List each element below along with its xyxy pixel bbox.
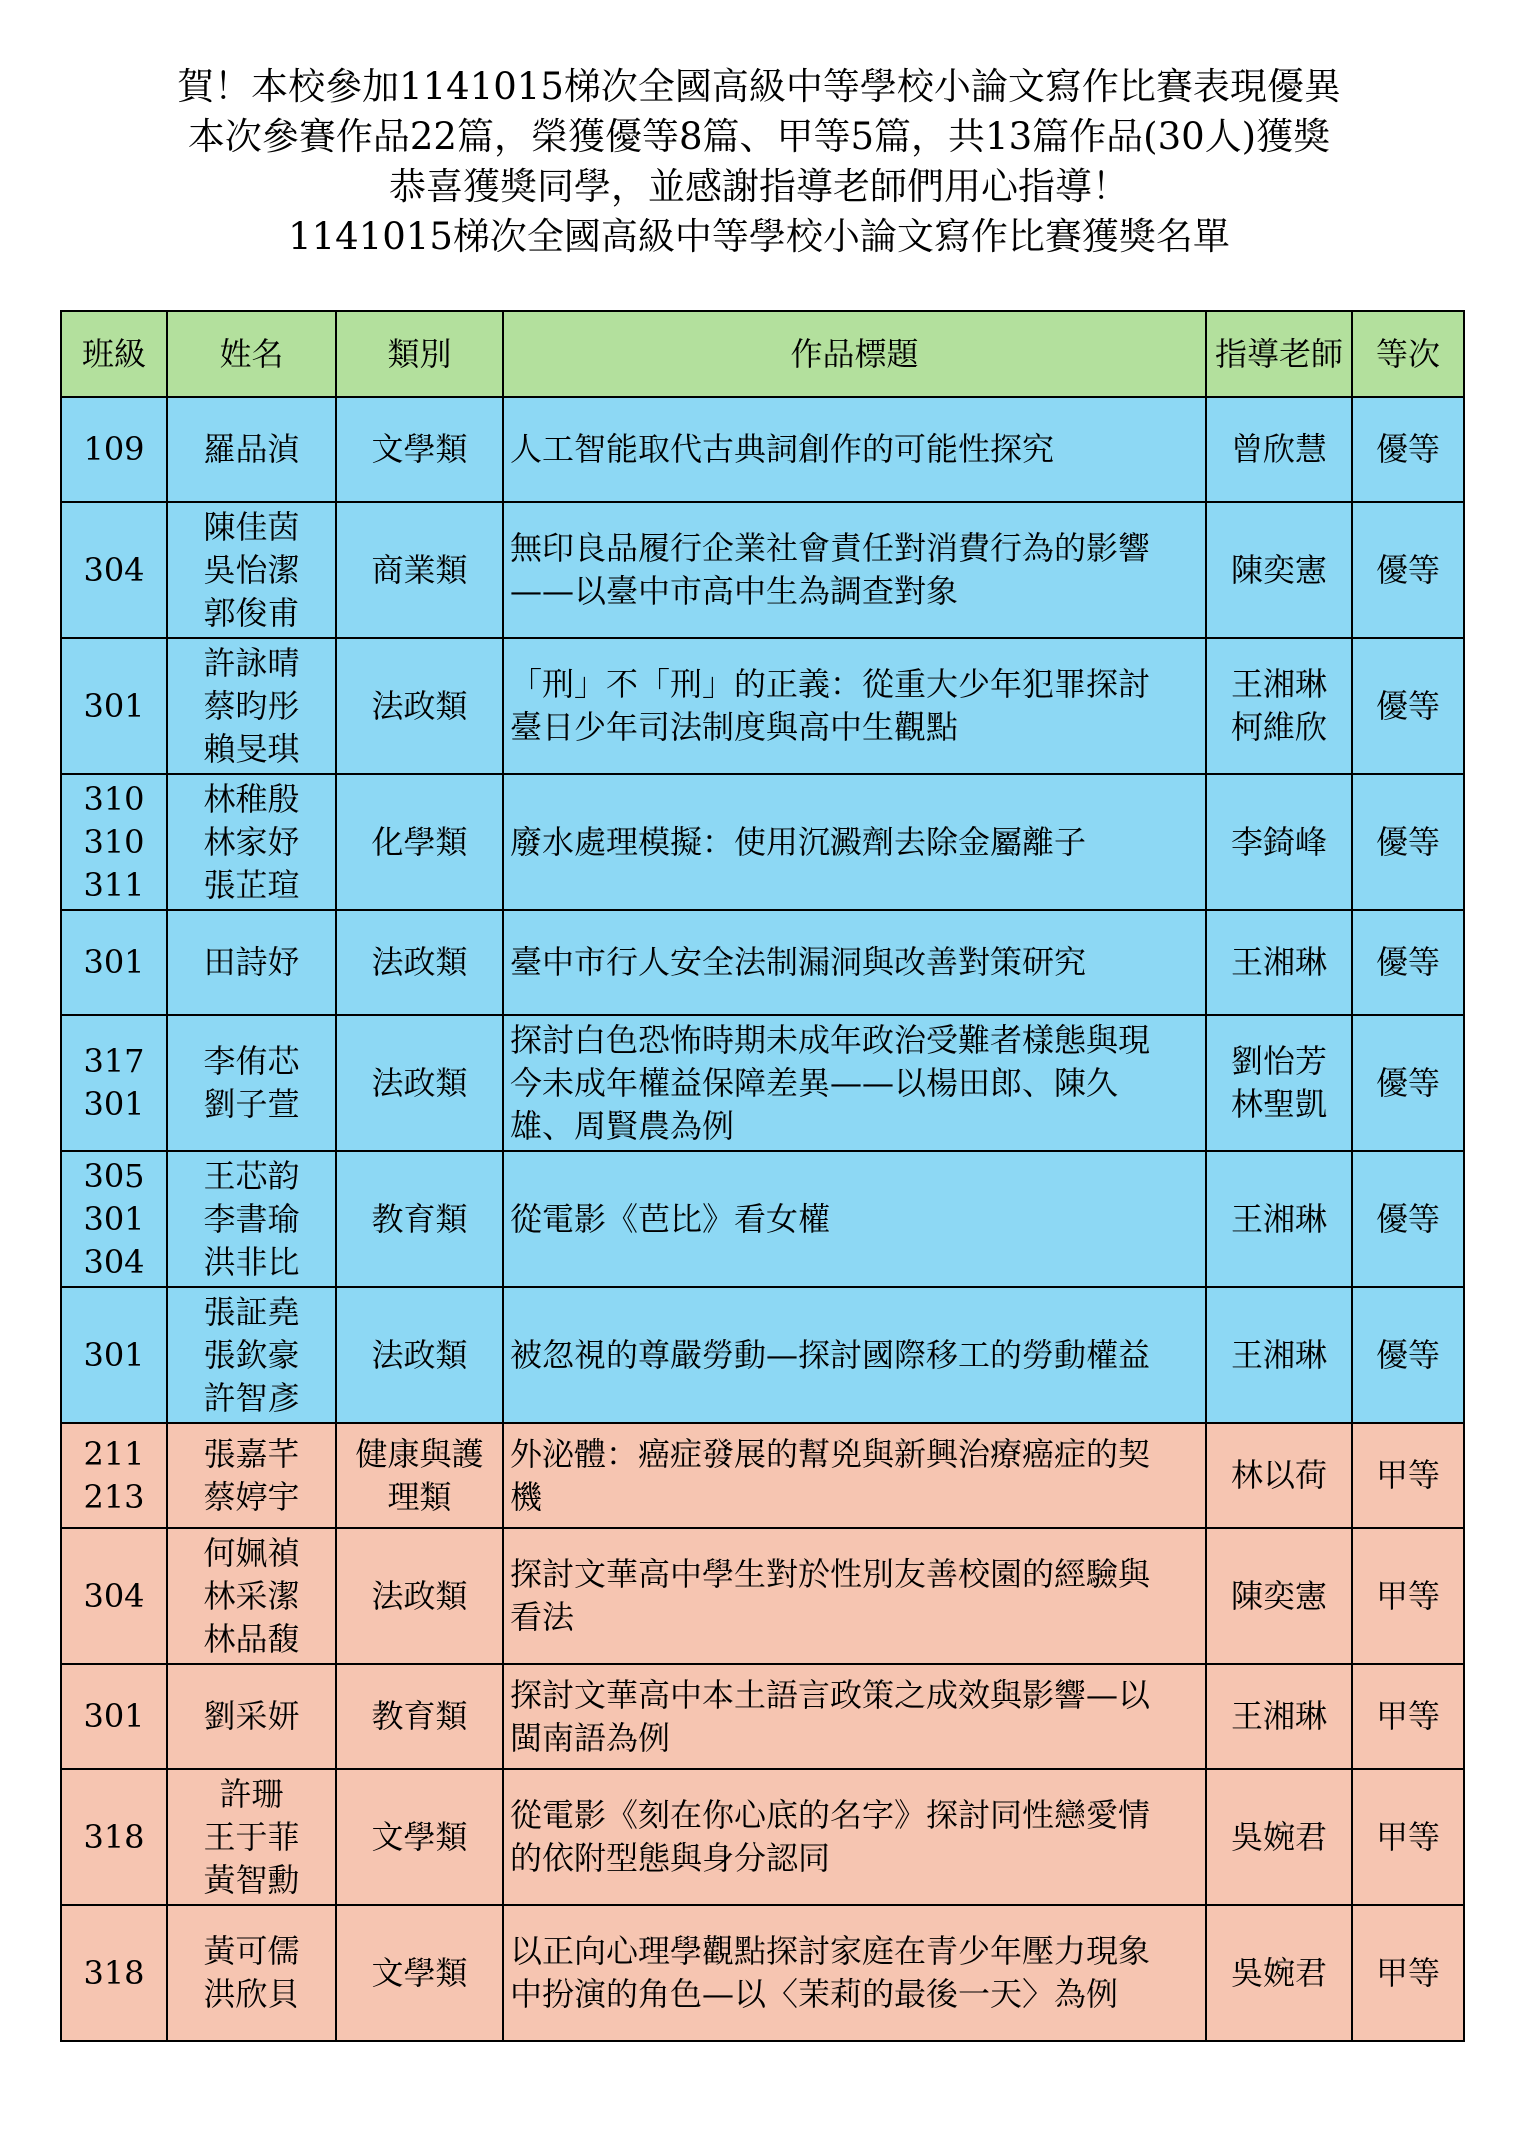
class-cell [61,397,167,502]
class-cell [61,1015,167,1151]
awards-table [60,310,1465,2042]
name-cell-line: 張欽豪 [203,1335,300,1374]
name-cell-line: 田詩妤 [203,943,300,981]
name-cell-line: 許詠晴 [203,643,300,682]
class-cell-line: 310 [83,779,145,818]
class-cell-line: 301 [83,943,145,981]
category-cell: 文學類 [336,397,503,502]
table-row [61,1287,1464,1423]
advisor-cell [1206,1905,1352,2041]
name-cell-line: 黃可儒 [203,1932,300,1970]
name-cell-line: 郭俊甫 [203,593,300,632]
name-cell [167,1664,336,1769]
advisor-cell [1206,1769,1352,1905]
name-cell-line: 劉子萱 [203,1085,300,1123]
name-cell [167,1015,336,1151]
rank-cell: 優等 [1352,1015,1464,1151]
class-cell-line: 304 [83,1576,145,1615]
column-header-advisor: 指導老師 [1206,311,1352,397]
category-cell: 法政類 [336,1528,503,1664]
advisor-cell-line: 王湘琳 [1230,943,1327,981]
advisor-cell [1206,1151,1352,1287]
title-cell [503,1423,1206,1528]
title-cell-line: ——以臺中市高中生為調查對象 [510,572,959,610]
rank-cell: 優等 [1352,1287,1464,1423]
class-cell-line: 318 [83,1817,145,1856]
title-cell [503,774,1206,910]
title-cell-line: 從電影《刻在你心底的名字》探討同性戀愛情 [510,1796,1151,1834]
title-cell [503,638,1206,774]
advisor-cell-line: 王湘琳 [1230,1199,1327,1238]
name-cell [167,1528,336,1664]
class-cell-line: 304 [83,550,145,589]
category-cell: 健康與護理類 [336,1423,503,1528]
table-row [61,397,1464,502]
name-cell [167,502,336,638]
advisor-cell [1206,1423,1352,1528]
category-cell: 文學類 [336,1905,503,2041]
advisor-cell-line: 曾欣慧 [1230,430,1327,468]
class-cell [61,1905,167,2041]
class-cell [61,502,167,638]
advisor-cell-line: 林聖凱 [1230,1085,1327,1123]
class-cell [61,1151,167,1287]
advisor-cell [1206,774,1352,910]
class-cell-line: 310 [83,822,145,861]
title-cell-line: 探討文華高中本土語言政策之成效與影響—以 [510,1675,1151,1714]
name-cell-line: 吳怡潔 [203,550,300,589]
name-cell-line: 賴旻琪 [203,729,300,768]
category-cell: 商業類 [336,502,503,638]
column-header-class: 班級 [61,311,167,397]
title-cell [503,1151,1206,1287]
column-header-rank: 等次 [1352,311,1464,397]
name-cell-line: 李侑芯 [203,1042,300,1080]
name-cell-line: 王于菲 [203,1817,300,1856]
column-header-title: 作品標題 [503,311,1206,397]
name-cell-line: 蔡婷宇 [203,1477,300,1516]
title-cell-line: 探討文華高中學生對於性別友善校園的經驗與 [510,1555,1151,1593]
rank-cell: 優等 [1352,910,1464,1015]
advisor-cell [1206,910,1352,1015]
title-cell-line: 機 [510,1477,543,1516]
table-row [61,1905,1464,2041]
name-cell-line: 張嘉芊 [203,1434,300,1473]
rank-cell: 優等 [1352,397,1464,502]
class-cell-line: 301 [83,1697,145,1735]
advisor-cell-line: 王湘琳 [1230,665,1327,703]
name-cell-line: 李書瑜 [203,1199,300,1238]
title-cell-line: 廢水處理模擬：使用沉澱劑去除金屬離子 [510,822,1087,861]
name-cell-line: 林家妤 [203,822,300,861]
class-cell-line: 211 [83,1434,145,1473]
table-header [61,311,1464,397]
table-row [61,774,1464,910]
name-cell [167,910,336,1015]
name-cell-line: 林稚殷 [203,779,300,818]
title-cell-line: 探討白色恐怖時期未成年政治受難者樣態與現 [510,1020,1151,1059]
announcement-line-3: 恭喜獲獎同學，並感謝指導老師們用心指導！ [389,165,1129,208]
name-cell-line: 王芯韵 [203,1156,300,1195]
title-cell-line: 今未成年權益保障差異——以楊田郎、陳久 [510,1063,1119,1102]
name-cell [167,1905,336,2041]
name-cell [167,638,336,774]
category-cell: 法政類 [336,638,503,774]
advisor-cell [1206,1528,1352,1664]
advisor-cell-line: 吳婉君 [1230,1817,1327,1856]
rank-cell: 優等 [1352,1151,1464,1287]
category-cell: 文學類 [336,1769,503,1905]
advisor-cell [1206,502,1352,638]
name-cell-line: 何姵禎 [203,1533,300,1572]
title-cell-line: 閩南語為例 [510,1718,671,1757]
class-cell-line: 301 [83,1199,145,1238]
advisor-cell [1206,1015,1352,1151]
class-cell-line: 305 [83,1156,145,1195]
title-cell [503,1528,1206,1664]
class-cell-line: 317 [83,1042,145,1080]
title-cell-line: 臺日少年司法制度與高中生觀點 [510,708,959,746]
title-cell-line: 人工智能取代古典詞創作的可能性探究 [510,430,1055,468]
class-cell [61,1664,167,1769]
name-cell-line: 黃智勳 [203,1860,300,1899]
announcement-line-1: 賀！本校參加1141015梯次全國高級中等學校小論文寫作比賽表現優異 [177,65,1341,108]
title-cell-line: 無印良品履行企業社會責任對消費行為的影響 [510,529,1151,567]
advisor-cell [1206,638,1352,774]
header-row [61,311,1464,397]
table-row [61,502,1464,638]
category-cell: 法政類 [336,1287,503,1423]
table-row [61,638,1464,774]
name-cell-line: 羅品湞 [203,430,300,468]
advisor-cell [1206,1664,1352,1769]
advisor-cell-line: 林以荷 [1230,1456,1327,1494]
category-cell: 化學類 [336,774,503,910]
advisor-cell [1206,1287,1352,1423]
rank-cell: 甲等 [1352,1423,1464,1528]
class-cell-line: 301 [83,1085,145,1123]
category-cell: 法政類 [336,1015,503,1151]
advisor-cell-line: 柯維欣 [1230,708,1327,746]
class-cell [61,638,167,774]
rank-cell: 甲等 [1352,1769,1464,1905]
title-cell-line: 看法 [510,1598,575,1636]
name-cell-line: 洪非比 [203,1242,300,1281]
title-cell-line: 「刑」不「刑」的正義：從重大少年犯罪探討 [510,665,1151,703]
rank-cell: 優等 [1352,774,1464,910]
page-header [0,62,1518,262]
rank-cell: 甲等 [1352,1664,1464,1769]
advisor-cell [1206,397,1352,502]
table-row [61,1015,1464,1151]
name-cell [167,774,336,910]
title-cell-line: 中扮演的角色—以〈茉莉的最後一天〉為例 [510,1975,1119,2013]
class-cell-line: 301 [83,686,145,725]
name-cell-line: 許珊 [219,1774,284,1813]
name-cell [167,397,336,502]
advisor-cell-line: 李錡峰 [1230,822,1327,861]
class-cell-line: 109 [83,430,145,468]
title-cell [503,1287,1206,1423]
name-cell-line: 蔡昀彤 [203,686,300,725]
title-cell-line: 雄、周賢農為例 [510,1106,735,1145]
advisor-cell-line: 陳奕憲 [1230,1576,1327,1615]
table-row [61,1769,1464,1905]
name-cell-line: 張芷瑄 [203,865,300,904]
title-cell-line: 從電影《芭比》看女權 [510,1199,831,1238]
table-row [61,1528,1464,1664]
title-cell-line: 臺中市行人安全法制漏洞與改善對策研究 [510,943,1087,981]
name-cell-line: 林品馥 [203,1619,300,1658]
rank-cell: 優等 [1352,502,1464,638]
title-cell [503,502,1206,638]
title-cell [503,910,1206,1015]
advisor-cell-line: 劉怡芳 [1230,1042,1327,1080]
title-cell [503,1015,1206,1151]
advisor-cell-line: 王湘琳 [1230,1697,1327,1735]
table-row [61,1423,1464,1528]
name-cell-line: 許智彥 [203,1378,300,1417]
table-row [61,1664,1464,1769]
class-cell-line: 304 [83,1242,145,1281]
class-cell [61,774,167,910]
name-cell-line: 張証堯 [203,1292,300,1331]
name-cell [167,1151,336,1287]
title-cell-line: 外泌體：癌症發展的幫兇與新興治療癌症的契 [510,1434,1151,1473]
class-cell [61,1528,167,1664]
table-row [61,910,1464,1015]
category-cell: 教育類 [336,1151,503,1287]
title-cell-line: 的依附型態與身分認同 [510,1839,831,1877]
table-row [61,1151,1464,1287]
name-cell-line: 陳佳茵 [203,507,300,546]
class-cell [61,910,167,1015]
class-cell-line: 213 [83,1477,145,1516]
advisor-cell-line: 王湘琳 [1230,1335,1327,1374]
advisor-cell-line: 陳奕憲 [1230,550,1327,589]
class-cell [61,1287,167,1423]
name-cell [167,1769,336,1905]
rank-cell: 甲等 [1352,1905,1464,2041]
name-cell [167,1423,336,1528]
advisor-cell-line: 吳婉君 [1230,1953,1327,1992]
category-cell: 教育類 [336,1664,503,1769]
announcement-line-2: 本次參賽作品22篇，榮獲優等8篇、甲等5篇，共13篇作品(30人)獲獎 [187,115,1331,158]
title-cell [503,397,1206,502]
list-title: 1141015梯次全國高級中等學校小論文寫作比賽獲獎名單 [288,215,1230,258]
table-body [61,397,1464,2041]
class-cell-line: 318 [83,1953,145,1992]
column-header-category: 類別 [336,311,503,397]
category-cell: 法政類 [336,910,503,1015]
class-cell [61,1423,167,1528]
class-cell-line: 311 [83,865,145,904]
name-cell-line: 劉采妍 [203,1697,300,1735]
name-cell [167,1287,336,1423]
rank-cell: 甲等 [1352,1528,1464,1664]
class-cell [61,1769,167,1905]
title-cell-line: 被忽視的尊嚴勞動—探討國際移工的勞動權益 [510,1335,1151,1374]
name-cell-line: 林采潔 [203,1576,300,1615]
name-cell-line: 洪欣貝 [203,1975,300,2013]
column-header-name: 姓名 [167,311,336,397]
title-cell [503,1664,1206,1769]
title-cell [503,1769,1206,1905]
rank-cell: 優等 [1352,638,1464,774]
title-cell [503,1905,1206,2041]
class-cell-line: 301 [83,1335,145,1374]
title-cell-line: 以正向心理學觀點探討家庭在青少年壓力現象 [510,1932,1151,1970]
